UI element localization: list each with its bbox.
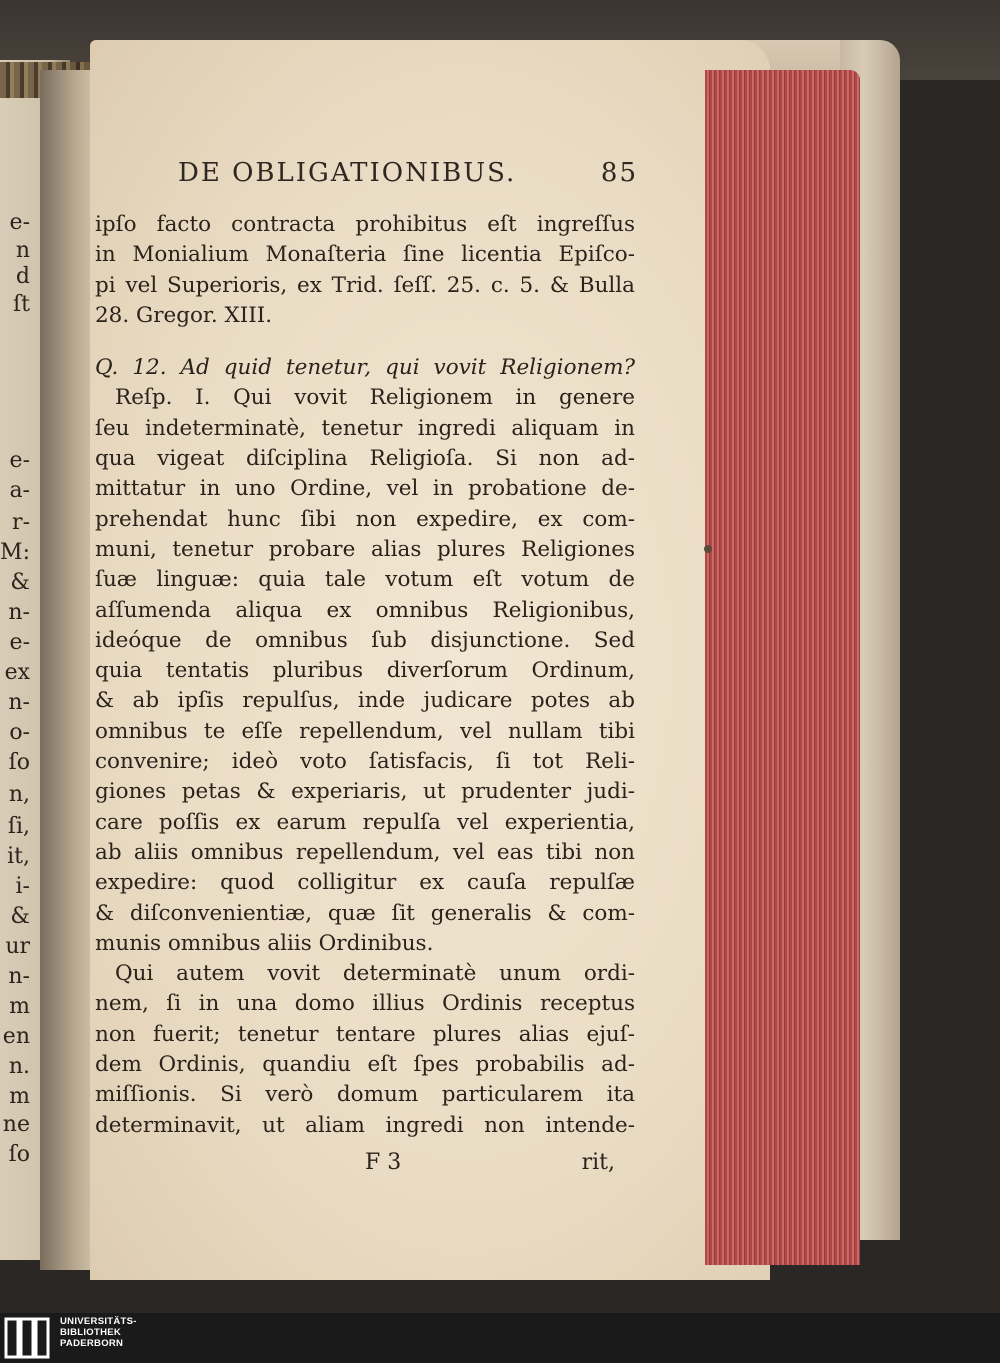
margin-fragment: n, [8, 782, 30, 807]
margin-fragment: & [10, 904, 30, 929]
text-line: giones petas & experiaris, ut prudenter judi- [95, 779, 635, 805]
margin-fragment: n- [8, 600, 30, 625]
margin-fragment: n- [8, 690, 30, 715]
text-line: omnibus te eſſe repellendum, vel nullam tibi [95, 718, 635, 744]
margin-fragment: o- [9, 720, 30, 745]
text-line: dem Ordinis, quandiu eſt ſpes probabilis ad- [95, 1052, 635, 1078]
text-line: expedire: quod colligitur ex cauſa repulſæ [95, 870, 635, 896]
text-line: determinavit, ut aliam ingredi non intende- [95, 1112, 635, 1138]
margin-fragment: ſo [8, 1142, 30, 1167]
library-footer-bar [0, 1313, 1000, 1363]
margin-fragment: ex [4, 660, 30, 685]
margin-fragment: ſo [8, 750, 30, 775]
text-line: & ab ipſis repulſus, inde judicare potes ab [95, 688, 635, 714]
text-line: convenire; ideò voto ſatisfacis, ſi tot Reli- [95, 749, 635, 775]
text-line: quia tentatis pluribus diverſorum Ordinum, [95, 658, 635, 684]
question-heading: Q. 12. Ad quid tenetur, qui vovit Religionem? [95, 355, 635, 381]
body-text [95, 210, 635, 1141]
margin-fragment: d [15, 264, 30, 289]
margin-fragment: en [2, 1024, 30, 1049]
logo-line: BIBLIOTHEK [60, 1327, 122, 1338]
text-line: non fuerit; tenetur tentare plures alias ejuſ- [95, 1021, 635, 1047]
page-number: 85 [600, 158, 638, 188]
margin-fragment: ur [5, 934, 30, 959]
text-line: muni, tenetur probare alias plures Religiones [95, 536, 635, 562]
margin-fragment: ſi, [7, 814, 30, 839]
text-line: Reſp. I. Qui vovit Religionem in genere [115, 385, 635, 411]
margin-fragment: ne [2, 1112, 30, 1137]
text-line: nem, ſi in una domo illius Ordinis receptus [95, 991, 635, 1017]
text-line: & diſconvenientiæ, quæ ſit generalis & com- [95, 900, 635, 926]
margin-fragment: M: [0, 540, 30, 565]
library-logo-text [60, 1316, 137, 1349]
text-line: pi vel Superioris, ex Trid. ſeſſ. 25. c. 5. & Bulla [95, 272, 635, 298]
header-title: DE OBLIGATIONIBUS. [178, 158, 517, 188]
text-line: ab aliis omnibus repellendum, vel eas tibi non [95, 839, 635, 865]
text-line: Qui autem vovit determinatè unum ordi- [115, 961, 635, 987]
margin-fragment: ſt [13, 292, 30, 317]
margin-fragment: e- [9, 210, 30, 235]
text-line: munis omnibus aliis Ordinibus. [95, 930, 434, 956]
margin-fragment: n [15, 238, 30, 263]
margin-fragment: m [9, 994, 30, 1019]
text-line: ſeu indeterminatè, tenetur ingredi aliquam in [95, 415, 635, 441]
text-line: miſſionis. Si verò domum particularem ita [95, 1082, 635, 1108]
signature-mark: F 3 [365, 1150, 402, 1175]
text-line: qua vigeat diſciplina Religioſa. Si non ad- [95, 446, 635, 472]
text-line: 28. Gregor. XIII. [95, 302, 273, 328]
margin-fragment: it, [7, 844, 30, 869]
text-line: ipſo facto contracta prohibitus eſt ingreſſus [95, 212, 635, 237]
margin-fragment: n. [8, 1054, 30, 1079]
red-page-edges [705, 70, 860, 1265]
margin-fragment: n- [8, 964, 30, 989]
catchword: rit, [581, 1150, 615, 1175]
logo-line: UNIVERSITÄTS- [60, 1316, 137, 1327]
text-line: care poſſis ex earum repulſa vel experientia, [95, 809, 635, 835]
text-line: in Monialium Monaſteria ſine licentia Epiſco- [95, 242, 635, 268]
margin-fragment: e- [9, 448, 30, 473]
margin-fragment: & [10, 570, 30, 595]
library-logo-icon [4, 1317, 50, 1359]
margin-fragment: e- [9, 630, 30, 655]
margin-fragment: a- [9, 478, 30, 503]
text-line: ideóque de omnibus ſub disjunctione. Sed [95, 627, 635, 653]
margin-fragment: r- [12, 510, 30, 535]
paper-spot [704, 545, 712, 553]
text-line: mittatur in uno Ordine, vel in probatione de- [95, 476, 635, 502]
text-line: aſſumenda aliqua ex omnibus Religionibus, [95, 597, 635, 623]
text-line: prehendat hunc ſibi non expedire, ex com- [95, 506, 635, 532]
logo-line: PADERBORN [60, 1338, 124, 1349]
text-line: ſuæ linguæ: quia tale votum eſt votum de [95, 567, 635, 593]
running-header [178, 158, 638, 198]
margin-fragment: i- [15, 874, 30, 899]
margin-fragment: m [9, 1084, 30, 1109]
